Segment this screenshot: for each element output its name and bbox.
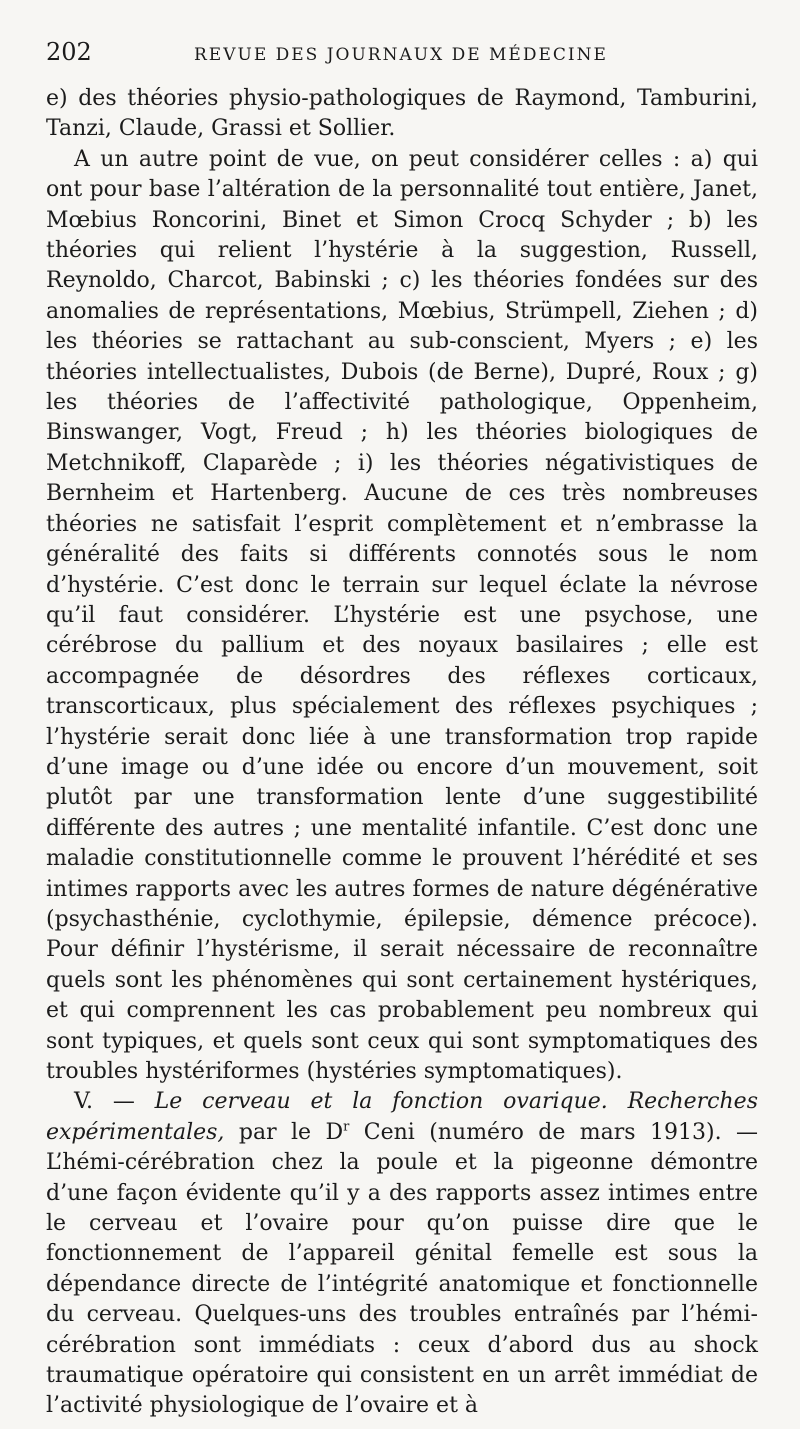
running-title: REVUE DES JOURNAUX DE MÉDECINE: [194, 45, 608, 65]
section-text: Ceni (numéro de mars 1913). — L’hémi-cérébration chez la poule et la pigeonne démontre d’une façon évidente qu’il y a des rapports assez intimes entre le cerveau et l’ovaire pour qu’on puisse dire que le fonctionnement de l’appareil génital femelle est sous la dépendance directe de l’intégrité anatomique et fonctionnelle du cerveau. Quelques-uns des troubles entraînés par l’hémi-cérébration sont immédiats : ceux d’abord dus au shock traumatique opératoire qui consistent en un arrêt immédiat de l’activité physiologique de l’ovaire et à: [46, 1119, 759, 1419]
section-number: V. —: [74, 1089, 155, 1115]
page-number: 202: [46, 38, 92, 66]
section-title: Le cerveau et la fonction ovarique. Recherches expérimentales,: [46, 1089, 758, 1145]
page-header: [46, 38, 758, 78]
body-text: [46, 84, 758, 1422]
paragraph-3: [46, 1087, 758, 1421]
author-superscript: r: [343, 1119, 350, 1135]
paragraph-2: A un autre point de vue, on peut considérer celles : a) qui ont pour base l’altération de la personnalité tout entière, Janet, Mœbius Roncorini, Binet et Simon Crocq Schyder ; b) les théories qui relient l’hystérie à la suggestion, Russell, Reynoldo, Charcot, Babinski ; c) les théories fondées sur des anomalies de représentations, Mœbius, Strümpell, Ziehen ; d) les théories se rattachant au sub-conscient, Myers ; e) les théories intellectualistes, Dubois (de Berne), Dupré, Roux ; g) les théories de l’affectivité pathologique, Oppenheim, Binswanger, Vogt, Freud ; h) les théories biologiques de Metchnikoff, Claparède ; i) les théories négativistiques de Bernheim et Hartenberg. Aucune de ces très nombreuses théories ne satisfait l’esprit complètement et n’embrasse la généralité des faits si différents connotés sous le nom d’hystérie. C’est donc le terrain sur lequel éclate la névrose qu’il faut considérer. L’hystérie est une psychose, une cérébrose du pallium et des noyaux basilaires ; elle est accompagnée de désordres des réflexes corticaux, transcorticaux, plus spécialement des réflexes psychiques ; l’hystérie serait donc liée à une transformation trop rapide d’une image ou d’une idée ou encore d’un mouvement, soit plutôt par une transformation lente d’une suggestibilité différente des autres ; une mentalité infantile. C’est donc une maladie constitutionnelle comme le prouvent l’hérédité et ses intimes rapports avec les autres formes de nature dégénérative (psychasthénie, cyclothymie, épilepsie, démence précoce). Pour définir l’hystérisme, il serait nécessaire de reconnaître quels sont les phénomènes qui sont certainement hystériques, et qui comprennent les cas probablement peu nombreux qui sont typiques, et quels sont ceux qui sont symptomatiques des troubles hystériformes (hystéries symptomatiques).: [46, 146, 758, 1084]
author-prefix: par le D: [224, 1119, 344, 1145]
paragraph-1: e) des théories physio-pathologiques de Raymond, Tamburini, Tanzi, Claude, Grassi et Sollier.: [46, 86, 758, 142]
